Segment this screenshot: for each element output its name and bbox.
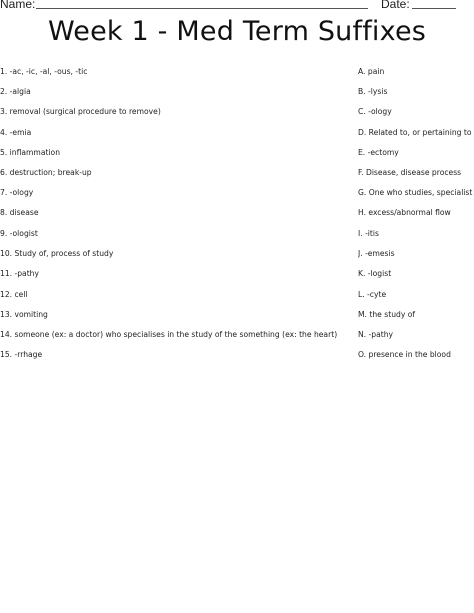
list-item bbox=[0, 87, 474, 103]
list-item bbox=[0, 310, 474, 326]
question-item: 1. -ac, -ic, -al, -ous, -tic bbox=[0, 67, 88, 76]
date-blank-line bbox=[412, 8, 456, 9]
worksheet-header bbox=[0, 0, 474, 14]
question-item: 3. removal (surgical procedure to remove) bbox=[0, 107, 161, 116]
question-item: 6. destruction; break-up bbox=[0, 168, 92, 177]
answer-item: J. -emesis bbox=[358, 249, 395, 258]
answer-item: M. the study of bbox=[358, 310, 416, 319]
name-label: Name: bbox=[0, 0, 36, 11]
question-item: 9. -ologist bbox=[0, 229, 38, 238]
answer-item: I. -itis bbox=[358, 229, 379, 238]
question-item: 2. -algia bbox=[0, 87, 31, 96]
list-item bbox=[0, 148, 474, 164]
answer-item: N. -pathy bbox=[358, 330, 394, 339]
answer-item: D. Related to, or pertaining to bbox=[358, 128, 472, 137]
name-blank-line bbox=[36, 8, 368, 9]
list-item bbox=[0, 67, 474, 83]
answer-item: B. -lysis bbox=[358, 87, 388, 96]
date-label: Date: bbox=[381, 0, 410, 11]
list-item bbox=[0, 208, 474, 224]
list-item bbox=[0, 107, 474, 123]
question-item: 10. Study of, process of study bbox=[0, 249, 114, 258]
question-item: 4. -emia bbox=[0, 128, 32, 137]
list-item bbox=[0, 290, 474, 306]
list-item bbox=[0, 188, 474, 204]
list-item bbox=[0, 128, 474, 144]
question-item: 13. vomiting bbox=[0, 310, 48, 319]
answer-item: O. presence in the blood bbox=[358, 350, 451, 359]
answer-item: A. pain bbox=[358, 67, 385, 76]
question-item: 14. someone (ex: a doctor) who specialises in the study of the something (ex: the heart) bbox=[0, 330, 338, 339]
question-item: 15. -rrhage bbox=[0, 350, 43, 359]
answer-item: H. excess/abnormal flow bbox=[358, 208, 451, 217]
question-item: 11. -pathy bbox=[0, 269, 39, 278]
list-item bbox=[0, 229, 474, 245]
question-item: 5. inflammation bbox=[0, 148, 61, 157]
answer-item: K. -logist bbox=[358, 269, 392, 278]
answer-item: E. -ectomy bbox=[358, 148, 399, 157]
list-item bbox=[0, 168, 474, 184]
question-item: 7. -ology bbox=[0, 188, 34, 197]
answer-item: L. -cyte bbox=[358, 290, 387, 299]
answer-item: F. Disease, disease process bbox=[358, 168, 462, 177]
question-item: 12. cell bbox=[0, 290, 28, 299]
list-item bbox=[0, 330, 474, 346]
question-item: 8. disease bbox=[0, 208, 39, 217]
answer-item: G. One who studies, specialist bbox=[358, 188, 473, 197]
list-item bbox=[0, 350, 474, 366]
answer-item: C. -ology bbox=[358, 107, 392, 116]
page-title: Week 1 - Med Term Suffixes bbox=[47, 16, 427, 47]
list-item bbox=[0, 249, 474, 265]
list-item bbox=[0, 269, 474, 285]
